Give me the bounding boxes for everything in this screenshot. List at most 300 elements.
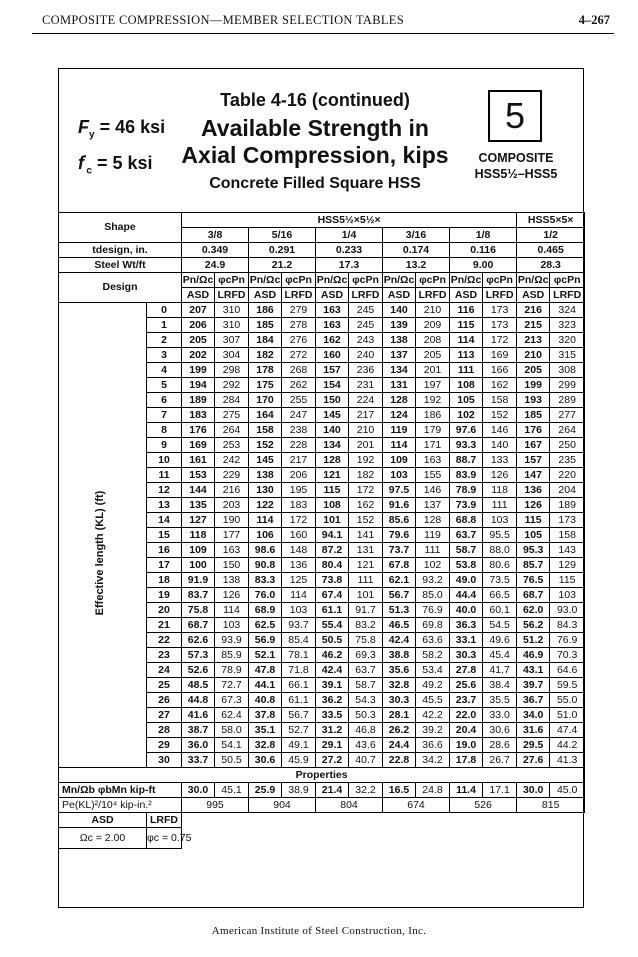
strength-value: 147 (517, 468, 550, 483)
strength-value: 73.7 (383, 543, 416, 558)
strength-value: 136 (282, 558, 316, 573)
strength-value: 54.5 (483, 618, 517, 633)
strength-value: 114 (450, 333, 483, 348)
strength-value: 73.9 (450, 498, 483, 513)
strength-value: 176 (182, 423, 215, 438)
thickness-cell: 5/16 (249, 228, 316, 243)
strength-value: 39.7 (517, 678, 550, 693)
strength-value: 72.7 (215, 678, 249, 693)
tdesign-cell: 0.291 (249, 243, 316, 258)
kl-value: 7 (147, 408, 182, 423)
strength-value: 130 (249, 483, 282, 498)
strength-value: 228 (282, 438, 316, 453)
strength-value: 289 (550, 393, 585, 408)
strength-value: 176 (517, 423, 550, 438)
tdesign-cell: 0.349 (182, 243, 249, 258)
strength-value: 216 (215, 483, 249, 498)
strength-value: 126 (517, 498, 550, 513)
strength-value: 69.8 (416, 618, 450, 633)
strength-value: 78.9 (215, 663, 249, 678)
kl-value: 13 (147, 498, 182, 513)
strength-value: 68.8 (450, 513, 483, 528)
strength-value: 143 (550, 543, 585, 558)
strength-value: 126 (215, 588, 249, 603)
strength-value: 210 (416, 303, 450, 318)
strength-value: 175 (249, 378, 282, 393)
strength-value: 146 (416, 483, 450, 498)
strength-value: 171 (416, 438, 450, 453)
strength-value: 308 (550, 363, 585, 378)
strength-value: 163 (416, 453, 450, 468)
strength-value: 279 (282, 303, 316, 318)
strength-value: 264 (215, 423, 249, 438)
properties-label: Properties (59, 768, 585, 783)
strength-value: 138 (215, 573, 249, 588)
strength-value: 19.0 (450, 738, 483, 753)
strength-value: 177 (215, 528, 249, 543)
strength-value: 79.6 (383, 528, 416, 543)
strength-value: 49.6 (483, 633, 517, 648)
strength-value: 215 (517, 318, 550, 333)
strength-value: 51.0 (550, 708, 585, 723)
strength-value: 323 (550, 318, 585, 333)
kl-value: 30 (147, 753, 182, 768)
kl-value: 6 (147, 393, 182, 408)
strength-value: 64.6 (550, 663, 585, 678)
pe-value: 904 (249, 798, 316, 813)
strength-value: 124 (383, 408, 416, 423)
legend-row (59, 813, 585, 828)
strength-value: 208 (416, 333, 450, 348)
strength-value: 268 (282, 363, 316, 378)
strength-value: 62.4 (215, 708, 249, 723)
strength-value: 103 (282, 603, 316, 618)
strength-value: 76.9 (416, 603, 450, 618)
strength-value: 128 (416, 513, 450, 528)
strength-value: 27.2 (316, 753, 349, 768)
strength-value: 205 (517, 363, 550, 378)
lrfd-column-head: φcPn (349, 273, 383, 288)
strength-value: 119 (383, 423, 416, 438)
strength-value: 250 (550, 438, 585, 453)
strength-value: 46.9 (517, 648, 550, 663)
moment-value: 45.0 (550, 783, 585, 798)
running-head (42, 13, 610, 29)
strength-value: 129 (550, 558, 585, 573)
strength-value: 163 (215, 543, 249, 558)
strength-value: 163 (316, 303, 349, 318)
strength-value: 83.2 (349, 618, 383, 633)
section-badge: 5 (488, 90, 542, 142)
asd-tag: ASD (316, 288, 349, 303)
strength-value: 41.3 (550, 753, 585, 768)
strength-value: 148 (282, 543, 316, 558)
strength-value: 69.3 (349, 648, 383, 663)
strength-value: 103 (483, 513, 517, 528)
strength-value: 160 (316, 348, 349, 363)
strength-value: 93.0 (550, 603, 585, 618)
group-header-row (59, 213, 585, 228)
strength-value: 36.3 (450, 618, 483, 633)
strength-value: 173 (483, 303, 517, 318)
strength-value: 66.1 (282, 678, 316, 693)
strength-value: 93.3 (450, 438, 483, 453)
strength-value: 114 (282, 588, 316, 603)
strength-value: 97.5 (383, 483, 416, 498)
strength-value: 93.2 (416, 573, 450, 588)
kl-value: 12 (147, 483, 182, 498)
kl-value: 20 (147, 603, 182, 618)
design-label: Design (59, 273, 182, 303)
kl-value: 1 (147, 318, 182, 333)
lrfd-column-head: φcPn (550, 273, 585, 288)
strength-value: 43.1 (517, 663, 550, 678)
kl-value: 14 (147, 513, 182, 528)
moment-value: 38.9 (282, 783, 316, 798)
tdesign-cell: 0.233 (316, 243, 383, 258)
table-number: Table 4-16 (continued) (220, 90, 410, 110)
strength-value: 66.5 (483, 588, 517, 603)
kl-value: 2 (147, 333, 182, 348)
asd-column-head: Pn/Ωc (517, 273, 549, 286)
strength-value: 255 (282, 393, 316, 408)
strength-value: 30.3 (383, 693, 416, 708)
material-specs (78, 115, 165, 183)
strength-value: 162 (483, 378, 517, 393)
strength-value: 155 (416, 468, 450, 483)
strength-value: 158 (550, 528, 585, 543)
strength-value: 141 (349, 528, 383, 543)
strength-value: 163 (316, 318, 349, 333)
weight-label: Steel Wt/ft (59, 258, 182, 273)
strength-value: 45.4 (483, 648, 517, 663)
strength-value: 38.4 (483, 678, 517, 693)
phi-value: φc = 0.75 (147, 828, 182, 849)
strength-value: 121 (349, 558, 383, 573)
strength-value: 33.0 (483, 708, 517, 723)
strength-value: 45.5 (416, 693, 450, 708)
strength-value: 157 (517, 453, 550, 468)
strength-value: 76.5 (517, 573, 550, 588)
strength-value: 84.3 (550, 618, 585, 633)
strength-value: 54.3 (349, 693, 383, 708)
kl-value: 4 (147, 363, 182, 378)
strength-value: 205 (416, 348, 450, 363)
strength-value: 111 (483, 498, 517, 513)
shape-label: Shape (59, 213, 182, 243)
table-row (59, 303, 585, 318)
lrfd-tag: LRFD (550, 288, 585, 303)
kl-value: 29 (147, 738, 182, 753)
strength-value: 131 (349, 543, 383, 558)
kl-value: 15 (147, 528, 182, 543)
strength-value: 131 (383, 378, 416, 393)
strength-value: 135 (182, 498, 215, 513)
strength-value: 310 (215, 303, 249, 318)
moment-value: 30.0 (517, 783, 550, 798)
strength-value: 42.4 (383, 633, 416, 648)
strength-value: 245 (349, 303, 383, 318)
strength-value: 40.7 (349, 753, 383, 768)
strength-value: 186 (249, 303, 282, 318)
strength-value: 45.9 (282, 753, 316, 768)
strength-value: 58.7 (450, 543, 483, 558)
strength-value: 83.7 (182, 588, 215, 603)
strength-value: 22.0 (450, 708, 483, 723)
strength-value: 35.5 (483, 693, 517, 708)
strength-value: 67.4 (316, 588, 349, 603)
legend-lrfd: LRFD (147, 813, 182, 828)
strength-value: 162 (316, 333, 349, 348)
strength-value: 68.7 (517, 588, 550, 603)
strength-value: 122 (249, 498, 282, 513)
fc-spec: $f'_c = 5$ ksi (78, 152, 153, 177)
strength-value: 58.2 (416, 648, 450, 663)
strength-value: 184 (249, 333, 282, 348)
strength-value: 299 (550, 378, 585, 393)
strength-value: 71.8 (282, 663, 316, 678)
pe-value: 674 (383, 798, 450, 813)
weight-cell: 17.3 (316, 258, 383, 273)
strength-value: 73.8 (316, 573, 349, 588)
strength-value: 39.1 (316, 678, 349, 693)
tdesign-label: tdesign, in. (59, 243, 182, 258)
strength-value: 85.7 (517, 558, 550, 573)
asd-column-head: Pn/Ωc (316, 273, 348, 286)
title-block (165, 90, 465, 193)
strength-value: 115 (550, 573, 585, 588)
moment-value: 11.4 (450, 783, 483, 798)
lrfd-tag: LRFD (215, 288, 249, 303)
strength-value: 298 (215, 363, 249, 378)
strength-value: 38.7 (182, 723, 215, 738)
tdesign-cell: 0.116 (450, 243, 517, 258)
kl-value: 8 (147, 423, 182, 438)
strength-value: 173 (550, 513, 585, 528)
strength-value: 264 (550, 423, 585, 438)
strength-value: 128 (316, 453, 349, 468)
strength-value: 116 (450, 303, 483, 318)
strength-value: 158 (249, 423, 282, 438)
blank-area (182, 813, 585, 849)
strength-value: 240 (349, 348, 383, 363)
strength-value: 44.8 (182, 693, 215, 708)
strength-value: 172 (349, 483, 383, 498)
strength-value: 53.8 (450, 558, 483, 573)
kl-value: 18 (147, 573, 182, 588)
weight-cell: 21.2 (249, 258, 316, 273)
strength-value: 62.5 (249, 618, 282, 633)
strength-value: 109 (383, 453, 416, 468)
strength-value: 78.9 (450, 483, 483, 498)
strength-value: 292 (215, 378, 249, 393)
strength-value: 170 (249, 393, 282, 408)
strength-value: 29.5 (517, 738, 550, 753)
strength-value: 207 (182, 303, 215, 318)
thickness-cell: 1/4 (316, 228, 383, 243)
lrfd-tag: LRFD (349, 288, 383, 303)
strength-value: 43.6 (349, 738, 383, 753)
strength-value: 153 (182, 468, 215, 483)
strength-value: 68.9 (249, 603, 282, 618)
strength-value: 62.1 (383, 573, 416, 588)
strength-value: 20.4 (450, 723, 483, 738)
strength-value: 204 (550, 483, 585, 498)
pe-row (59, 798, 585, 813)
properties-row (59, 768, 585, 783)
strength-value: 47.8 (249, 663, 282, 678)
strength-value: 146 (483, 423, 517, 438)
strength-value: 209 (416, 318, 450, 333)
strength-value: 48.5 (182, 678, 215, 693)
kl-value: 9 (147, 438, 182, 453)
strength-value: 324 (550, 303, 585, 318)
weight-cell: 28.3 (517, 258, 585, 273)
strength-value: 121 (316, 468, 349, 483)
strength-value: 216 (517, 303, 550, 318)
strength-value: 28.6 (483, 738, 517, 753)
strength-value: 203 (215, 498, 249, 513)
strength-value: 103 (215, 618, 249, 633)
strength-value: 35.6 (383, 663, 416, 678)
strength-value: 199 (517, 378, 550, 393)
strength-value: 185 (517, 408, 550, 423)
strength-value: 186 (416, 408, 450, 423)
strength-value: 108 (316, 498, 349, 513)
strength-value: 169 (182, 438, 215, 453)
strength-value: 224 (349, 393, 383, 408)
strength-value: 41.7 (483, 663, 517, 678)
asd-tag: ASD (383, 288, 416, 303)
asd-column-head: Pn/Ωc (383, 273, 415, 286)
asd-tag: ASD (450, 288, 483, 303)
strength-value: 28.1 (383, 708, 416, 723)
strength-value: 56.7 (282, 708, 316, 723)
weight-cell: 24.9 (182, 258, 249, 273)
strength-value: 152 (249, 438, 282, 453)
strength-value: 46.2 (316, 648, 349, 663)
strength-value: 136 (517, 483, 550, 498)
strength-value: 17.8 (450, 753, 483, 768)
strength-value: 41.6 (182, 708, 215, 723)
strength-value: 105 (517, 528, 550, 543)
strength-value: 76.9 (550, 633, 585, 648)
strength-value: 202 (182, 348, 215, 363)
strength-value: 137 (416, 498, 450, 513)
strength-table (58, 212, 585, 849)
strength-value: 182 (349, 468, 383, 483)
strength-value: 62.6 (182, 633, 215, 648)
strength-value: 201 (416, 363, 450, 378)
strength-value: 194 (182, 378, 215, 393)
strength-value: 210 (517, 348, 550, 363)
thickness-cell: 3/16 (383, 228, 450, 243)
strength-value: 166 (483, 363, 517, 378)
strength-value: 85.0 (416, 588, 450, 603)
strength-value: 183 (282, 498, 316, 513)
strength-value: 38.8 (383, 648, 416, 663)
strength-value: 144 (182, 483, 215, 498)
moment-row (59, 783, 585, 798)
moment-value: 32.2 (349, 783, 383, 798)
strength-value: 157 (316, 363, 349, 378)
kl-value: 27 (147, 708, 182, 723)
strength-value: 40.8 (249, 693, 282, 708)
strength-value: 58.7 (349, 678, 383, 693)
strength-value: 106 (249, 528, 282, 543)
strength-value: 93.7 (282, 618, 316, 633)
strength-value: 80.4 (316, 558, 349, 573)
strength-value: 278 (282, 318, 316, 333)
strength-value: 63.7 (450, 528, 483, 543)
moment-value: 25.9 (249, 783, 282, 798)
group2-header: HSS5×5× (517, 213, 585, 228)
strength-value: 51.3 (383, 603, 416, 618)
lrfd-column-head: φcPn (483, 273, 517, 288)
lrfd-tag: LRFD (416, 288, 450, 303)
group1-header: HSS5½×5½× (182, 213, 517, 228)
strength-value: 114 (215, 603, 249, 618)
strength-value: 36.2 (316, 693, 349, 708)
strength-value: 199 (182, 363, 215, 378)
moment-value: 45.1 (215, 783, 249, 798)
strength-value: 133 (483, 453, 517, 468)
strength-value: 50.5 (316, 633, 349, 648)
strength-value: 178 (249, 363, 282, 378)
strength-value: 111 (416, 543, 450, 558)
strength-value: 162 (349, 498, 383, 513)
strength-value: 315 (550, 348, 585, 363)
thickness-cell: 1/2 (517, 228, 585, 243)
strength-value: 164 (249, 408, 282, 423)
strength-value: 192 (349, 453, 383, 468)
strength-value: 88.7 (450, 453, 483, 468)
strength-value: 100 (182, 558, 215, 573)
strength-value: 58.0 (215, 723, 249, 738)
strength-value: 25.6 (450, 678, 483, 693)
strength-value: 109 (182, 543, 215, 558)
strength-value: 44.2 (550, 738, 585, 753)
strength-value: 61.1 (316, 603, 349, 618)
strength-value: 154 (316, 378, 349, 393)
strength-value: 119 (416, 528, 450, 543)
strength-value: 127 (182, 513, 215, 528)
strength-value: 213 (517, 333, 550, 348)
kl-value: 22 (147, 633, 182, 648)
strength-value: 114 (383, 438, 416, 453)
strength-value: 150 (316, 393, 349, 408)
strength-value: 172 (282, 513, 316, 528)
strength-value: 63.7 (349, 663, 383, 678)
running-head-title: COMPOSITE COMPRESSION—MEMBER SELECTION TABLES (42, 13, 404, 27)
moment-label: Mn/Ωb φbMn kip-ft (59, 783, 182, 798)
strength-value: 30.3 (450, 648, 483, 663)
strength-value: 160 (282, 528, 316, 543)
strength-value: 39.2 (416, 723, 450, 738)
axis-label: Effective length (KL) (ft) (94, 490, 106, 616)
strength-value: 27.8 (450, 663, 483, 678)
pe-value: 995 (182, 798, 249, 813)
strength-value: 179 (416, 423, 450, 438)
pe-value: 526 (450, 798, 517, 813)
strength-value: 189 (182, 393, 215, 408)
strength-value: 70.3 (550, 648, 585, 663)
strength-value: 195 (282, 483, 316, 498)
strength-value: 197 (416, 378, 450, 393)
strength-value: 49.0 (450, 573, 483, 588)
strength-value: 125 (282, 573, 316, 588)
strength-value: 42.4 (316, 663, 349, 678)
